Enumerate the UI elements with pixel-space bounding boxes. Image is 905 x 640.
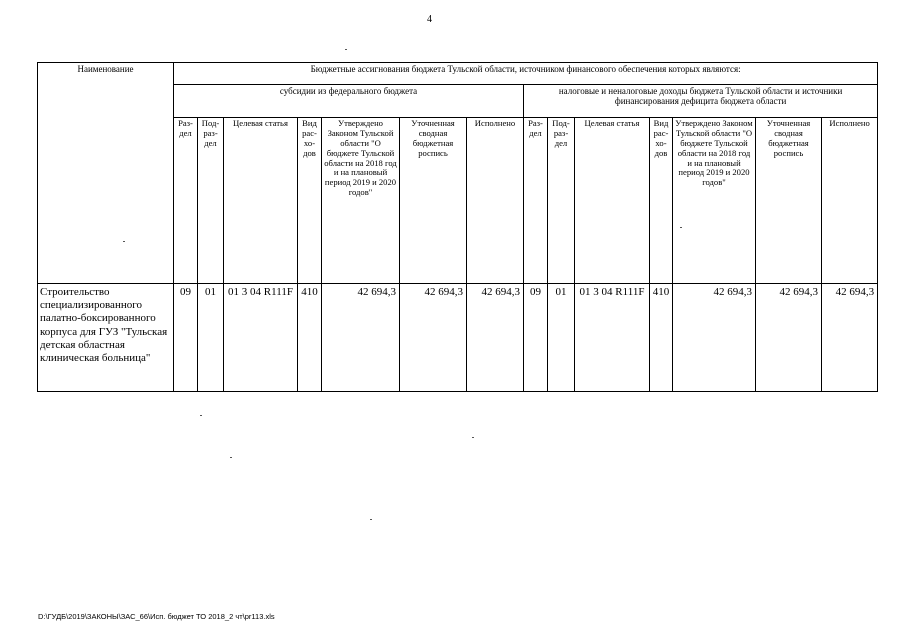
col-approved-federal: Утверждено Законом Тульской области "О бюджете Тульской области на 2018 год и на плановый период 2019 и 2020 годов": [322, 118, 400, 284]
page-number: 4: [427, 14, 432, 25]
table-header-row: [38, 63, 878, 85]
header-name: Наименование: [38, 63, 174, 284]
cell-razdel-federal: 09: [174, 284, 198, 392]
cell-executed-federal: 42 694,3: [467, 284, 524, 392]
col-refined-federal: Уточненная сводная бюджетная роспись: [400, 118, 467, 284]
col-podrazdel-regional: Под-раз-дел: [548, 118, 575, 284]
cell-vid-federal: 410: [298, 284, 322, 392]
cell-target-federal: 01 3 04 R111F: [224, 284, 298, 392]
header-main: Бюджетные ассигнования бюджета Тульской области, источником финансового обеспечения которых являются:: [174, 63, 878, 85]
budget-table: [37, 62, 878, 392]
cell-razdel-regional: 09: [524, 284, 548, 392]
scan-speck: [370, 519, 372, 520]
col-vid-federal: Вид рас-хо-дов: [298, 118, 322, 284]
cell-podrazdel-federal: 01: [198, 284, 224, 392]
scan-speck: [472, 437, 474, 438]
col-target-regional: Целевая статья: [575, 118, 650, 284]
file-path-footer: D:\ГУДБ\2019\ЗАКОНЫ\ЗАС_66\Исп. бюджет ТО 2018_2 чт\pr113.xls: [38, 612, 275, 621]
col-target-federal: Целевая статья: [224, 118, 298, 284]
cell-refined-federal: 42 694,3: [400, 284, 467, 392]
cell-vid-regional: 410: [650, 284, 673, 392]
scan-speck: [200, 415, 202, 416]
table-row: [38, 284, 878, 392]
col-approved-regional: Утверждено Законом Тульской области "О бюджете Тульской области на 2018 год и на плановый период 2019 и 2020 годов": [673, 118, 756, 284]
scan-speck: [345, 49, 347, 50]
col-refined-regional: Уточненная сводная бюджетная роспись: [756, 118, 822, 284]
row-name: Строительство специализированного палатно-боксированного корпуса для ГУЗ "Тульская детская областная клиническая больница": [38, 284, 174, 392]
cell-executed-regional: 42 694,3: [822, 284, 878, 392]
header-group-regional: налоговые и неналоговые доходы бюджета Тульской области и источники финансирования дефицита бюджета области: [524, 85, 878, 118]
cell-podrazdel-regional: 01: [548, 284, 575, 392]
scan-speck: [230, 457, 232, 458]
col-executed-regional: Исполнено: [822, 118, 878, 284]
col-razdel-federal: Раз-дел: [174, 118, 198, 284]
col-podrazdel-federal: Под-раз-дел: [198, 118, 224, 284]
cell-approved-regional: 42 694,3: [673, 284, 756, 392]
cell-target-regional: 01 3 04 R111F: [575, 284, 650, 392]
col-razdel-regional: Раз-дел: [524, 118, 548, 284]
cell-approved-federal: 42 694,3: [322, 284, 400, 392]
col-vid-regional: Вид рас-хо-дов: [650, 118, 673, 284]
cell-refined-regional: 42 694,3: [756, 284, 822, 392]
col-executed-federal: Исполнено: [467, 118, 524, 284]
header-group-federal: субсидии из федерального бюджета: [174, 85, 524, 118]
